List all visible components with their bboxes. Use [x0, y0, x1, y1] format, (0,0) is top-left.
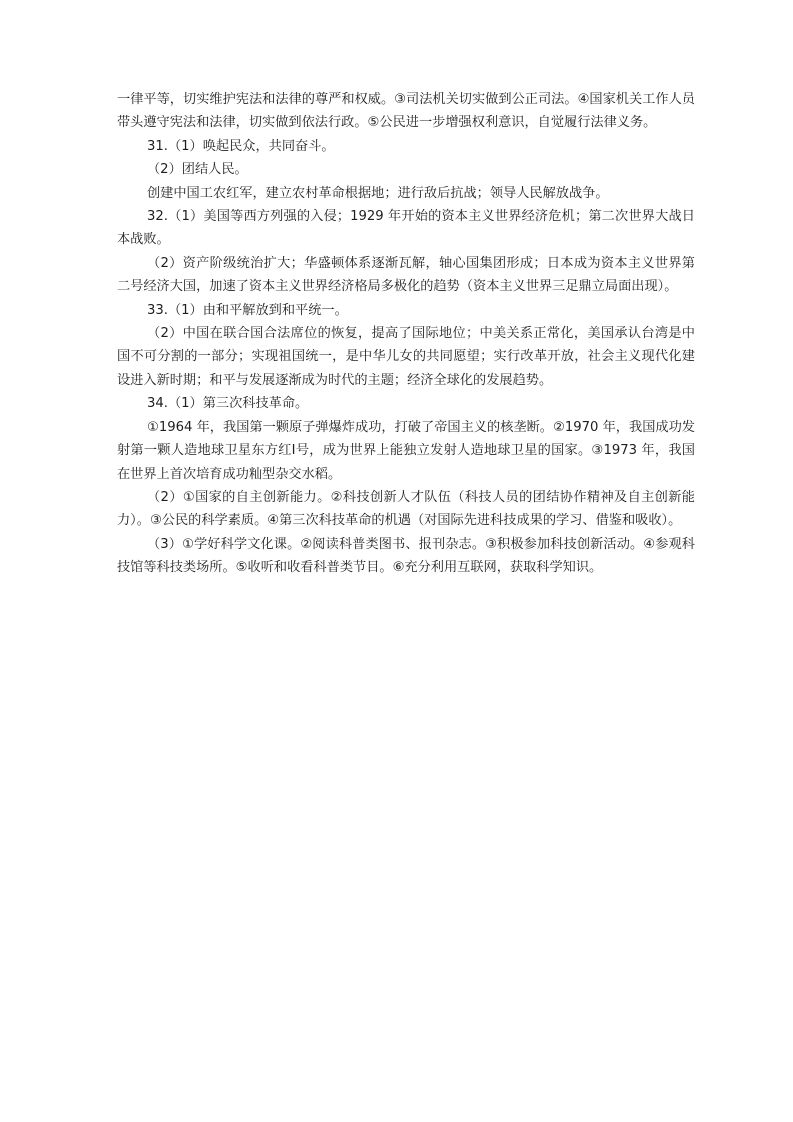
- paragraph-q34-part2: （2）①国家的自主创新能力。②科技创新人才队伍（科技人员的团结协作精神及自主创新能力）。③公民的科学素质。④第三次科技革命的机遇（对国际先进科技成果的学习、借鉴和吸收）。: [117, 489, 695, 529]
- paragraph-q31-detail: 创建中国工农红军，建立农村革命根据地；进行敌后抗战；领导人民解放战争。: [147, 185, 609, 201]
- paragraph-q33-part2: （2）中国在联合国合法席位的恢复，提高了国际地位；中美关系正常化，美国承认台湾是中国不可分割的一部分；实现祖国统一，是中华儿女的共同愿望；实行改革开放，社会主义现代化建设进入新时期；和平与发展逐渐成为时代的主题；经济全球化的发展趋势。: [117, 326, 695, 388]
- paragraph-q32-part1: 32.（1）美国等西方列强的入侵；1929 年开始的资本主义世界经济危机；第二次世界大战日本战败。: [117, 209, 695, 248]
- document-page: [117, 88, 695, 580]
- paragraph-q31-part2: （2）团结人民。: [147, 162, 248, 178]
- paragraph-q33-part1: 33.（1）由和平解放到和平统一。: [147, 302, 348, 318]
- paragraph-q34-part3: （3）①学好科学文化课。②阅读科普类图书、报刊杂志。③积极参加科技创新活动。④参观科技馆等科技类场所。⑤收听和收看科普类节目。⑥充分利用互联网，获取科学知识。: [117, 536, 695, 576]
- paragraph-law-equality: 一律平等，切实维护宪法和法律的尊严和权威。③司法机关切实做到公正司法。④国家机关工作人员带头遵守宪法和法律，切实做到依法行政。⑤公民进一步增强权利意识，自觉履行法律义务。: [117, 92, 695, 131]
- paragraph-q34-part1: 34.（1）第三次科技革命。: [147, 396, 309, 412]
- paragraph-q31-part1: 31.（1）唤起民众，共同奋斗。: [147, 138, 335, 154]
- paragraph-q34-achievements: ①1964 年，我国第一颗原子弹爆炸成功，打破了帝国主义的核垄断。②1970 年，我国成功发射第一颗人造地球卫星东方红Ⅰ号，成为世界上能独立发射人造地球卫星的国家。③1973 年，我国在世界上首次培育成功籼型杂交水稻。: [117, 419, 695, 482]
- paragraph-q32-part2: （2）资产阶级统治扩大；华盛顿体系逐渐瓦解，轴心国集团形成；日本成为资本主义世界第二号经济大国，加速了资本主义世界经济格局多极化的趋势（资本主义世界三足鼎立局面出现）。: [117, 255, 695, 295]
